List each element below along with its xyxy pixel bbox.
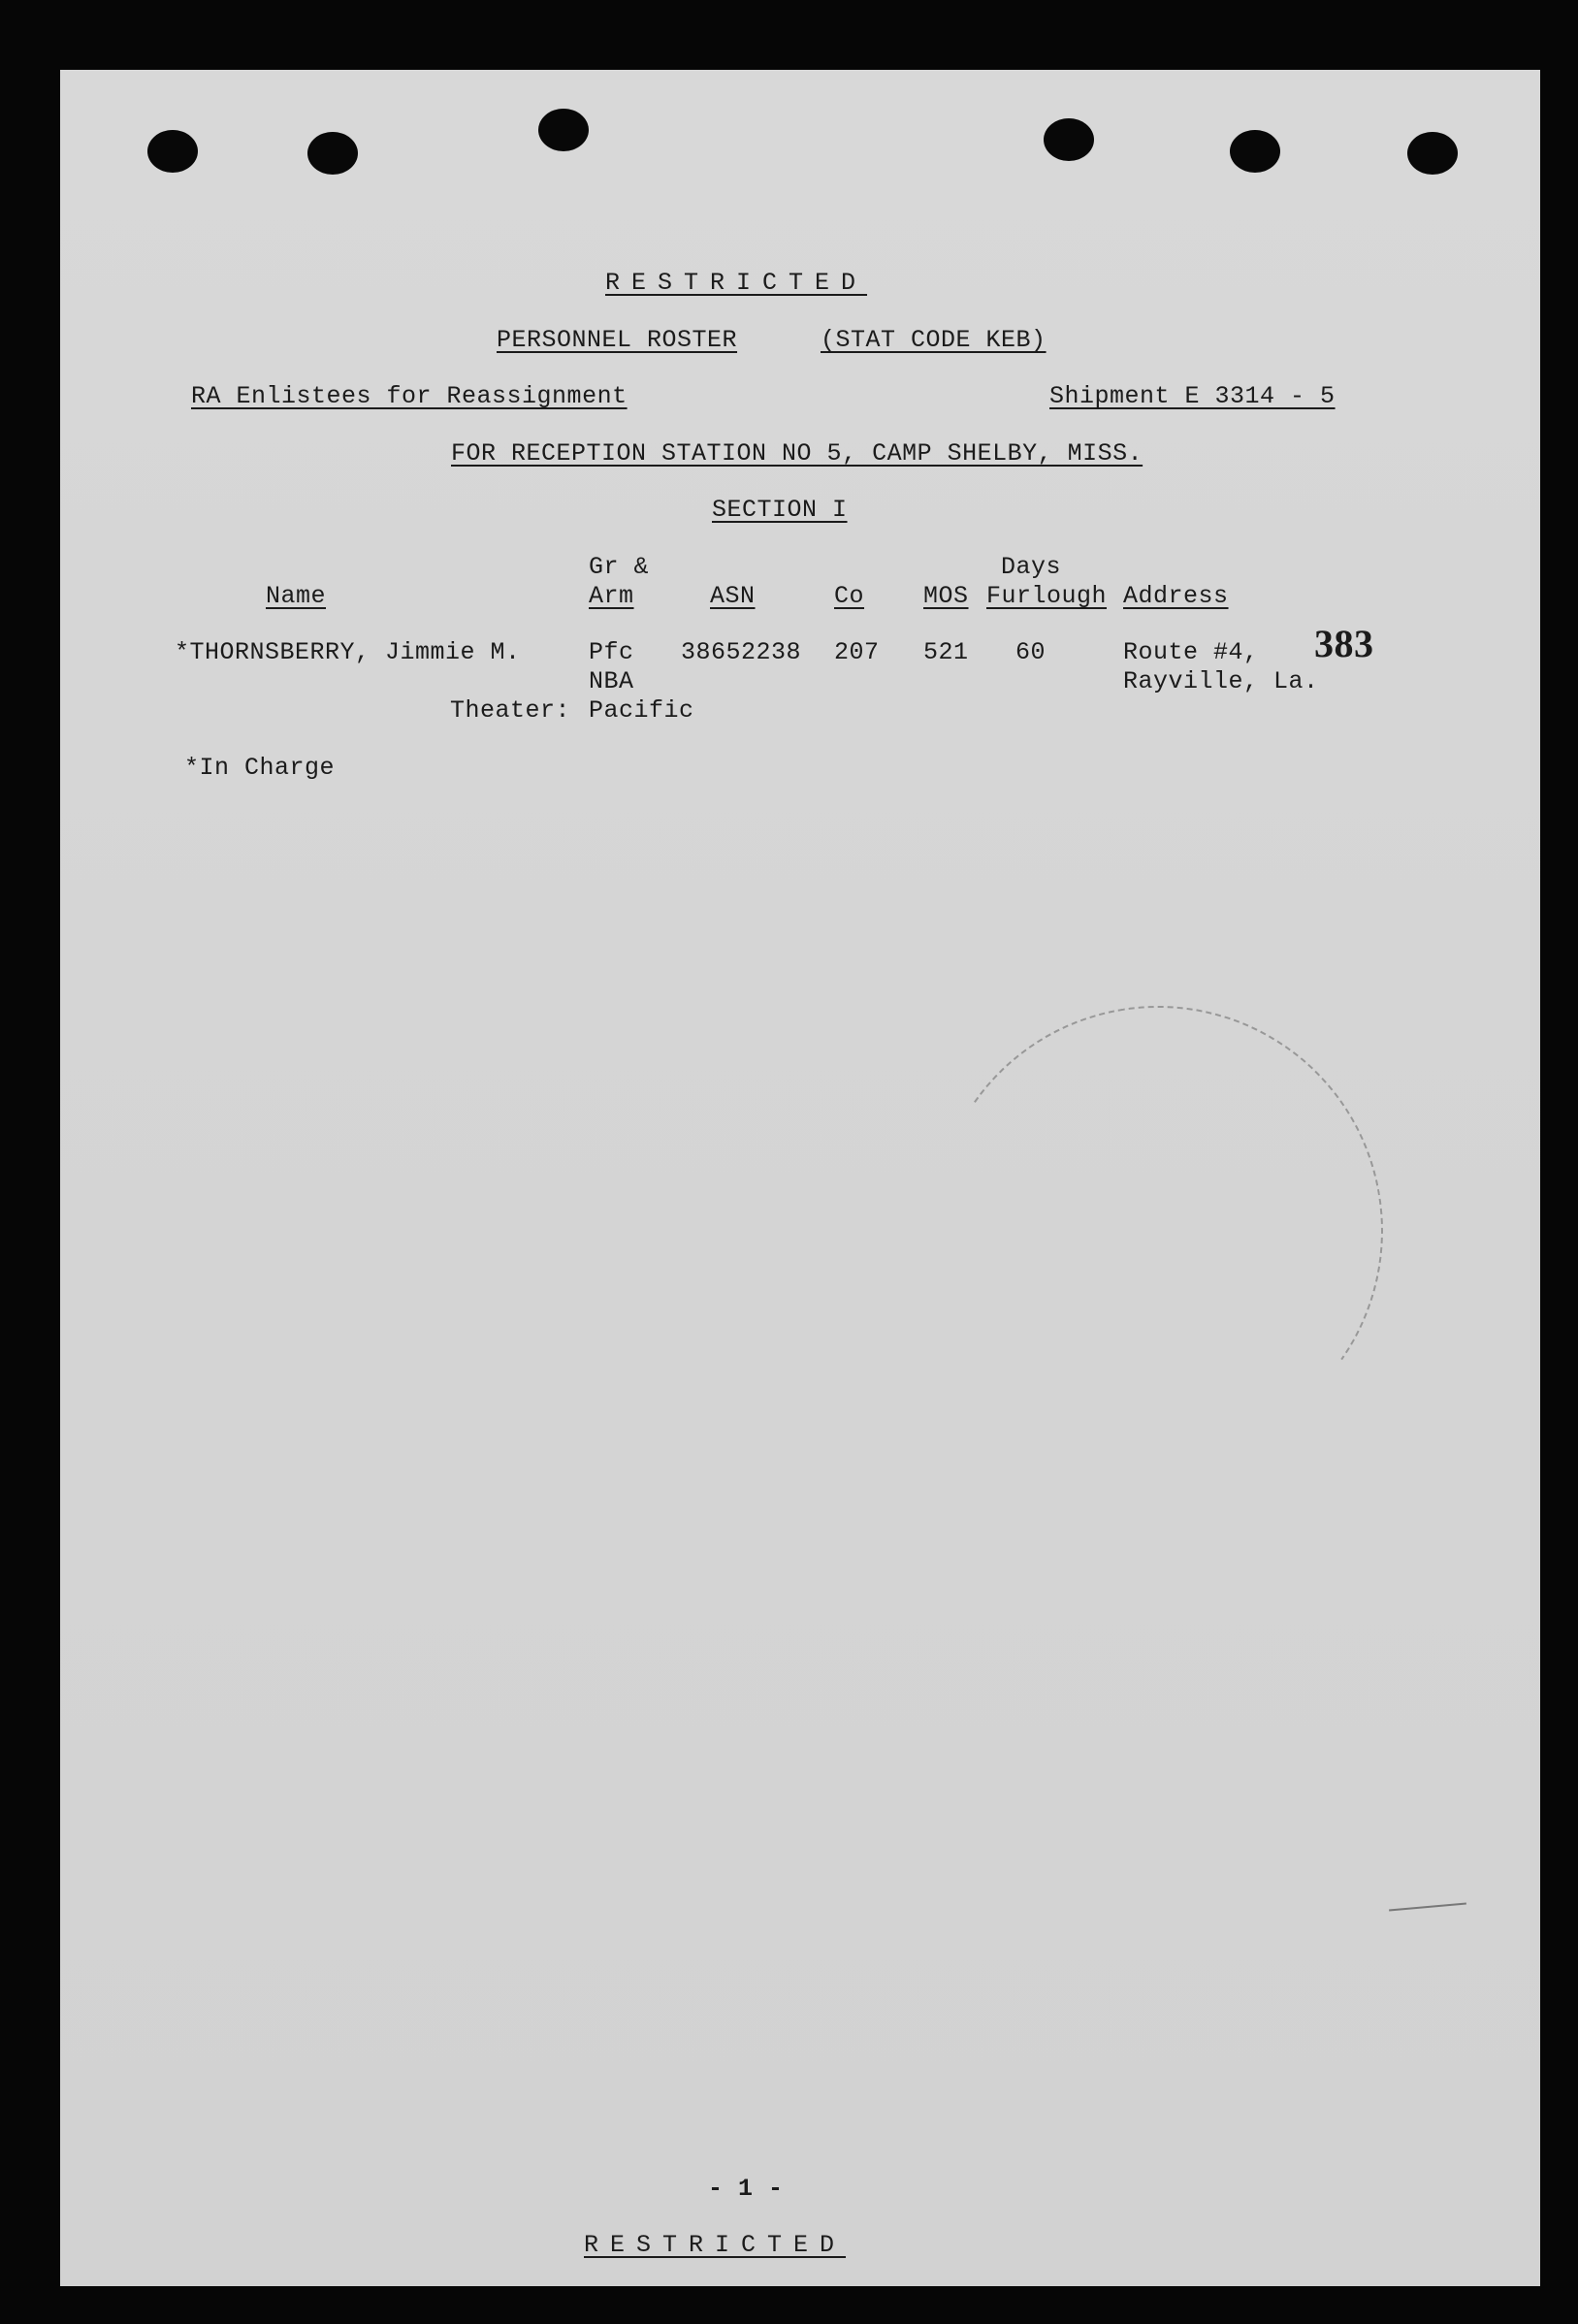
destination-line: FOR RECEPTION STATION NO 5, CAMP SHELBY, MISS. [451,439,1143,468]
column-header-address: Address [1123,582,1229,610]
page-number: - 1 - [708,2175,784,2203]
person-name: *THORNSBERRY, Jimmie M. [175,638,521,666]
mos-value: 521 [923,638,969,666]
theater-label: Theater: [450,696,571,725]
faint-stroke [1389,1903,1466,1912]
punch-hole [538,109,589,151]
column-header-grade-bottom: Arm [589,582,634,610]
stat-code: (STAT CODE KEB) [821,326,1047,354]
column-header-days-top: Days [1001,553,1062,581]
roster-title: PERSONNEL ROSTER [497,326,738,354]
grade: Pfc [589,638,634,666]
column-header-days-bottom: Furlough [986,582,1108,610]
group-label: RA Enlistees for Reassignment [191,382,628,410]
stamped-number: 383 [1314,622,1374,665]
column-header-name: Name [266,582,327,610]
column-header-co: Co [834,582,865,610]
column-header-grade-top: Gr & [589,553,650,581]
asn-value: 38652238 [681,638,802,666]
column-header-mos: MOS [923,582,969,610]
furlough-days-value: 60 [1015,638,1047,666]
shipment-number: Shipment E 3314 - 5 [1049,382,1336,410]
address-line-1: Route #4, [1123,638,1259,666]
arm: NBA [589,667,634,695]
punch-hole [147,130,198,173]
section-heading: SECTION I [712,496,848,524]
classification-header: RESTRICTED [605,269,868,297]
address-line-2: Rayville, La. [1123,667,1319,695]
punch-hole [307,132,358,175]
theater-value: Pacific [589,696,694,725]
punch-hole [1230,130,1280,173]
company-value: 207 [834,638,880,666]
punch-hole [1407,132,1458,175]
column-header-asn: ASN [710,582,756,610]
classification-footer: RESTRICTED [584,2231,847,2259]
punch-hole [1044,118,1094,161]
document-page [60,70,1540,2286]
footnote: *In Charge [184,754,336,782]
faint-arc-mark [897,970,1419,1492]
